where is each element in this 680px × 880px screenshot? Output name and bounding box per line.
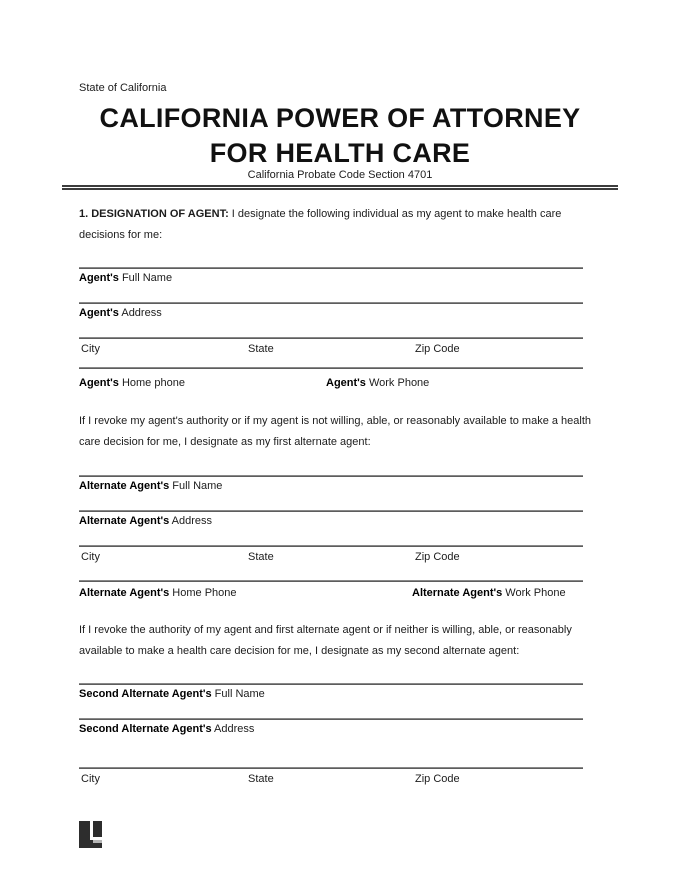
alternate-prefix: Alternate Agent's [79, 480, 170, 492]
agent-prefix: Agent's [326, 377, 366, 389]
agent-address-text: Address [118, 307, 162, 319]
agent-home-phone-label [79, 377, 185, 389]
agent-home-phone-text: Home phone [118, 377, 185, 389]
section1-intro-paragraph [79, 204, 619, 246]
alternate-prefix: Alternate Agent's [412, 587, 503, 599]
second-alternate-city-state-zip-field[interactable] [79, 767, 583, 769]
agent-zip-label: Zip Code [415, 343, 460, 355]
second-alternate-intro-line2: available to make a health care decision for me, I designate as my second alternate agent: [79, 645, 520, 657]
section1-intro-line2: decisions for me: [79, 229, 163, 241]
document-subtitle: California Probate Code Section 4701 [247, 169, 433, 181]
second-alternate-intro-line1: If I revoke the authority of my agent and first alternate agent or if neither is willing, able, or reasonably [79, 624, 572, 636]
alternate-full-name-field[interactable] [79, 475, 583, 477]
legal-templates-logo-icon [79, 821, 102, 848]
alternate-prefix: Alternate Agent's [79, 587, 170, 599]
second-alternate-address-text: Address [211, 723, 255, 735]
header-divider [62, 185, 618, 190]
agent-full-name-field[interactable] [79, 267, 583, 269]
document-title-line2: FOR HEALTH CARE [209, 138, 471, 168]
agent-city-state-zip-field[interactable] [79, 337, 583, 339]
alternate-home-phone-label [79, 587, 237, 599]
alternate-address-text: Address [169, 515, 213, 527]
agent-address-label [79, 307, 162, 319]
alternate-address-field[interactable] [79, 510, 583, 512]
alternate-full-name-text: Full Name [169, 480, 223, 492]
section1-heading: 1. DESIGNATION OF AGENT: [79, 208, 229, 220]
second-alternate-full-name-field[interactable] [79, 683, 583, 685]
second-alternate-state-label: State [248, 773, 274, 785]
alternate-intro-line1: If I revoke my agent's authority or if my agent is not willing, able, or reasonably available to make a health [79, 415, 592, 427]
agent-phones-field[interactable] [79, 367, 583, 369]
agent-work-phone-text: Work Phone [365, 377, 430, 389]
agent-prefix: Agent's [79, 272, 119, 284]
alternate-phones-field[interactable] [79, 580, 583, 582]
second-alternate-address-field[interactable] [79, 718, 583, 720]
agent-work-phone-label [326, 377, 429, 389]
state-label: State of California [79, 82, 167, 94]
alternate-city-state-zip-field[interactable] [79, 545, 583, 547]
alternate-full-name-label [79, 480, 222, 492]
agent-full-name-text: Full Name [118, 272, 173, 284]
alternate-home-phone-text: Home Phone [169, 587, 237, 599]
section1-intro-text: I designate the following individual as my agent to make health care [228, 208, 562, 220]
agent-prefix: Agent's [79, 377, 119, 389]
second-alternate-full-name-label [79, 688, 265, 700]
agent-prefix: Agent's [79, 307, 119, 319]
alternate-state-label: State [248, 551, 274, 563]
alternate-city-label: City [81, 551, 100, 563]
second-alternate-prefix: Second Alternate Agent's [79, 688, 212, 700]
second-alternate-prefix: Second Alternate Agent's [79, 723, 212, 735]
alternate-address-label [79, 515, 212, 527]
document-title-line1: CALIFORNIA POWER OF ATTORNEY [99, 103, 581, 133]
second-alternate-zip-label: Zip Code [415, 773, 460, 785]
agent-city-label: City [81, 343, 100, 355]
alternate-intro-paragraph [79, 411, 619, 453]
alternate-work-phone-text: Work Phone [502, 587, 566, 599]
second-alternate-intro-paragraph [79, 620, 619, 662]
alternate-zip-label: Zip Code [415, 551, 460, 563]
second-alternate-address-label [79, 723, 254, 735]
logo-shape-gray-accent [93, 840, 102, 843]
agent-state-label: State [248, 343, 274, 355]
alternate-intro-line2: care decision for me, I designate as my first alternate agent: [79, 436, 371, 448]
second-alternate-city-label: City [81, 773, 100, 785]
logo-shape-vertical-cut [90, 821, 93, 837]
second-alternate-full-name-text: Full Name [211, 688, 265, 700]
agent-address-field[interactable] [79, 302, 583, 304]
alternate-prefix: Alternate Agent's [79, 515, 170, 527]
section1-intro-line1 [79, 204, 619, 225]
agent-full-name-label [79, 272, 172, 284]
alternate-work-phone-label [412, 587, 566, 599]
